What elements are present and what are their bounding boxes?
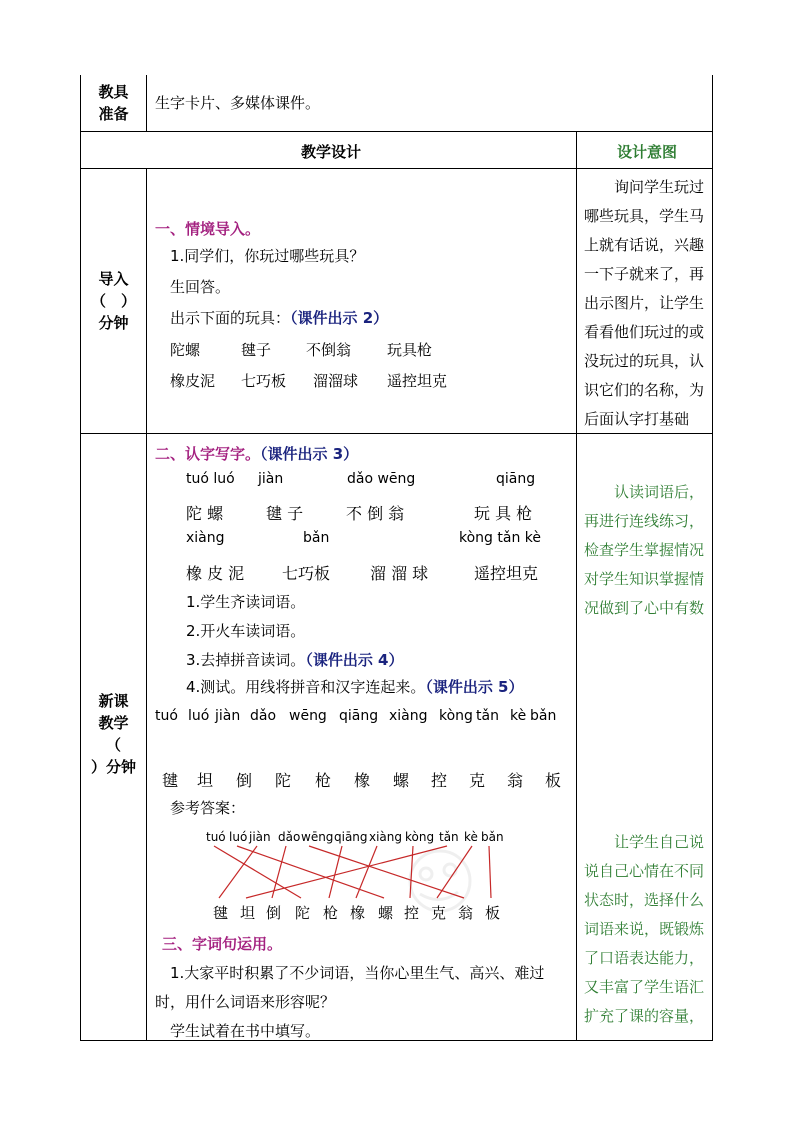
col3-divider <box>576 131 577 1041</box>
vocab-word: 毽 子 <box>266 504 304 523</box>
answer-connection-line <box>219 846 257 898</box>
newlesson-heading-line <box>155 443 358 464</box>
answer-char: 控 <box>404 904 420 922</box>
answer-connection-line <box>309 846 464 898</box>
test-pinyin: jiàn <box>215 708 241 724</box>
pinyin-label: jiàn <box>258 471 284 487</box>
pinyin-label: tuó luó <box>186 471 235 487</box>
pinyin-label: kòng tǎn kè <box>459 530 541 546</box>
newlesson-intent-1: 认读词语后，再进行连线练习，检查学生掌握情况对学生知识掌握情况做到了心中有数 <box>584 483 705 617</box>
answer-pinyin: dǎo <box>278 830 301 844</box>
toy-item: 橡皮泥 <box>170 372 216 390</box>
equipment-label-line1: 教具 <box>98 83 129 101</box>
test-char: 板 <box>545 771 562 790</box>
pinyin-label: xiàng <box>186 530 225 546</box>
answer-char: 橡 <box>350 904 366 922</box>
answer-pinyin: kè <box>464 830 478 844</box>
intro-show-prefix: 出示下面的玩具： <box>170 309 291 327</box>
reference-answer-label: 参考答案： <box>170 799 246 817</box>
answer-pinyin: tǎn <box>439 830 459 844</box>
test-char: 陀 <box>275 771 292 790</box>
answer-char: 板 <box>485 904 501 922</box>
intro-question: 1.同学们，你玩过哪些玩具？ <box>170 247 365 265</box>
vocab-word: 玩 具 枪 <box>474 504 533 523</box>
test-pinyin: wēng <box>289 708 327 724</box>
answer-connection-line <box>356 846 377 898</box>
newlesson-heading: 二、认字写字。 <box>155 445 261 463</box>
test-char: 克 <box>469 771 486 790</box>
test-char: 控 <box>431 771 448 790</box>
answer-pinyin: tuó <box>206 830 226 844</box>
toy-item: 遥控坦克 <box>387 372 448 390</box>
test-pinyin: kè <box>510 708 527 724</box>
answer-pinyin: jiàn <box>249 830 271 844</box>
equipment-content: 生字卡片、多媒体课件。 <box>155 94 321 112</box>
answer-char: 枪 <box>323 904 339 922</box>
toy-item: 不倒翁 <box>306 341 352 359</box>
toy-item: 七巧板 <box>241 372 287 390</box>
design-intent-title: 设计意图 <box>617 143 678 161</box>
vocab-word: 七巧板 <box>282 564 331 583</box>
test-pinyin: dǎo <box>250 708 277 724</box>
step-4-tag: （课件出示 5） <box>425 678 524 696</box>
step-4: 4.测试。用线将拼音和汉字连起来。 <box>186 678 426 696</box>
answer-connection-line <box>237 846 384 898</box>
test-char: 坦 <box>197 771 214 790</box>
step-4-line <box>186 676 524 697</box>
vocab-word: 橡 皮 泥 <box>186 564 245 583</box>
test-char: 螺 <box>393 771 410 790</box>
answer-char: 翁 <box>458 904 474 922</box>
equipment-label-line2: 准备 <box>98 105 129 123</box>
toy-item: 毽子 <box>241 341 272 359</box>
test-pinyin: luó <box>188 708 210 724</box>
step-2: 2.开火车读词语。 <box>186 622 306 640</box>
pinyin-label: bǎn <box>303 530 330 546</box>
test-pinyin: kòng <box>439 708 473 724</box>
usage-question-line2: 时，用什么词语来形容呢？ <box>155 993 336 1011</box>
newlesson-heading-tag: （课件出示 3） <box>260 445 359 463</box>
intro-label-line3: 分钟 <box>98 314 129 332</box>
test-char: 倒 <box>236 771 253 790</box>
row-divider-1 <box>80 131 713 132</box>
teaching-design-title: 教学设计 <box>301 143 362 161</box>
intro-heading: 一、情境导入。 <box>155 220 261 238</box>
newlesson-label-line4: ）分钟 <box>90 758 136 776</box>
usage-question-line1: 1.大家平时积累了不少词语，当你心里生气、高兴、难过 <box>170 964 545 982</box>
row-divider-2 <box>80 168 713 169</box>
answer-connection-line <box>489 846 491 898</box>
answer-pinyin: qiāng <box>334 830 368 844</box>
step-3: 3.去掉拼音读词。 <box>186 651 306 669</box>
answer-char: 克 <box>431 904 447 922</box>
test-char: 毽 <box>162 771 179 790</box>
test-pinyin: tuó <box>155 708 178 724</box>
intro-label-line1: 导入 <box>98 270 129 288</box>
answer-pinyin: wēng <box>301 830 334 844</box>
step-3-line <box>186 649 403 670</box>
test-char: 橡 <box>354 771 371 790</box>
vocab-word: 溜 溜 球 <box>370 564 429 583</box>
answer-pinyin: xiàng <box>369 830 403 844</box>
intro-label-line2: （ ） <box>90 292 136 310</box>
test-char: 翁 <box>507 771 524 790</box>
test-pinyin: xiàng <box>389 708 428 724</box>
equipment-label <box>81 81 146 125</box>
newlesson-intent-2: 让学生自己说说自己心情在不同状态时，选择什么词语来说，既锻炼了口语表达能力，又丰富了学生语汇扩充了课的容量， <box>584 833 705 1025</box>
intro-show-line <box>170 307 388 328</box>
table-right-border <box>712 75 713 1041</box>
vocab-word: 陀 螺 <box>186 504 224 523</box>
step-3-tag: （课件出示 4） <box>305 651 404 669</box>
usage-answer: 学生试着在书中填写。 <box>170 1022 321 1040</box>
answer-connection-line <box>246 846 447 898</box>
step-1: 1.学生齐读词语。 <box>186 593 306 611</box>
newlesson-label-line1: 新课 <box>98 692 129 710</box>
answer-char: 陀 <box>295 904 311 922</box>
col1-divider-top <box>146 75 147 131</box>
answer-pinyin: kòng <box>405 830 435 844</box>
vocab-word: 遥控坦克 <box>474 564 539 583</box>
answer-char: 坦 <box>240 904 256 922</box>
newlesson-label <box>81 690 146 778</box>
newlesson-label-line2: 教学 <box>98 714 129 732</box>
table-left-border <box>80 75 81 1041</box>
test-pinyin: bǎn <box>530 708 557 724</box>
answer-char: 毽 <box>213 904 229 922</box>
intro-answer: 生回答。 <box>170 278 231 296</box>
intro-label <box>81 268 146 334</box>
intro-intent: 询问学生玩过哪些玩具，学生马上就有话说，兴趣一下子就来了，再出示图片，让学生看看他们玩过的或没玩过的玩具，认识它们的名称，为后面认字打基础 <box>584 178 705 428</box>
usage-heading: 三、字词句运用。 <box>162 935 283 953</box>
answer-pinyin: bǎn <box>481 830 504 844</box>
toy-item: 溜溜球 <box>313 372 359 390</box>
col1-divider <box>146 168 147 1041</box>
test-pinyin: qiāng <box>339 708 379 724</box>
answer-char: 倒 <box>266 904 282 922</box>
toy-item: 陀螺 <box>170 341 201 359</box>
answer-pinyin: luó <box>229 830 248 844</box>
intro-show-tag: （课件出示 2） <box>290 309 389 327</box>
pinyin-label: dǎo wēng <box>347 471 416 487</box>
newlesson-label-line3: （ <box>105 736 121 754</box>
pinyin-label: qiāng <box>496 471 536 487</box>
toy-item: 玩具枪 <box>387 341 433 359</box>
test-char: 枪 <box>315 771 332 790</box>
vocab-word: 不 倒 翁 <box>346 504 405 523</box>
test-pinyin: tǎn <box>476 708 499 724</box>
answer-char: 螺 <box>378 904 394 922</box>
